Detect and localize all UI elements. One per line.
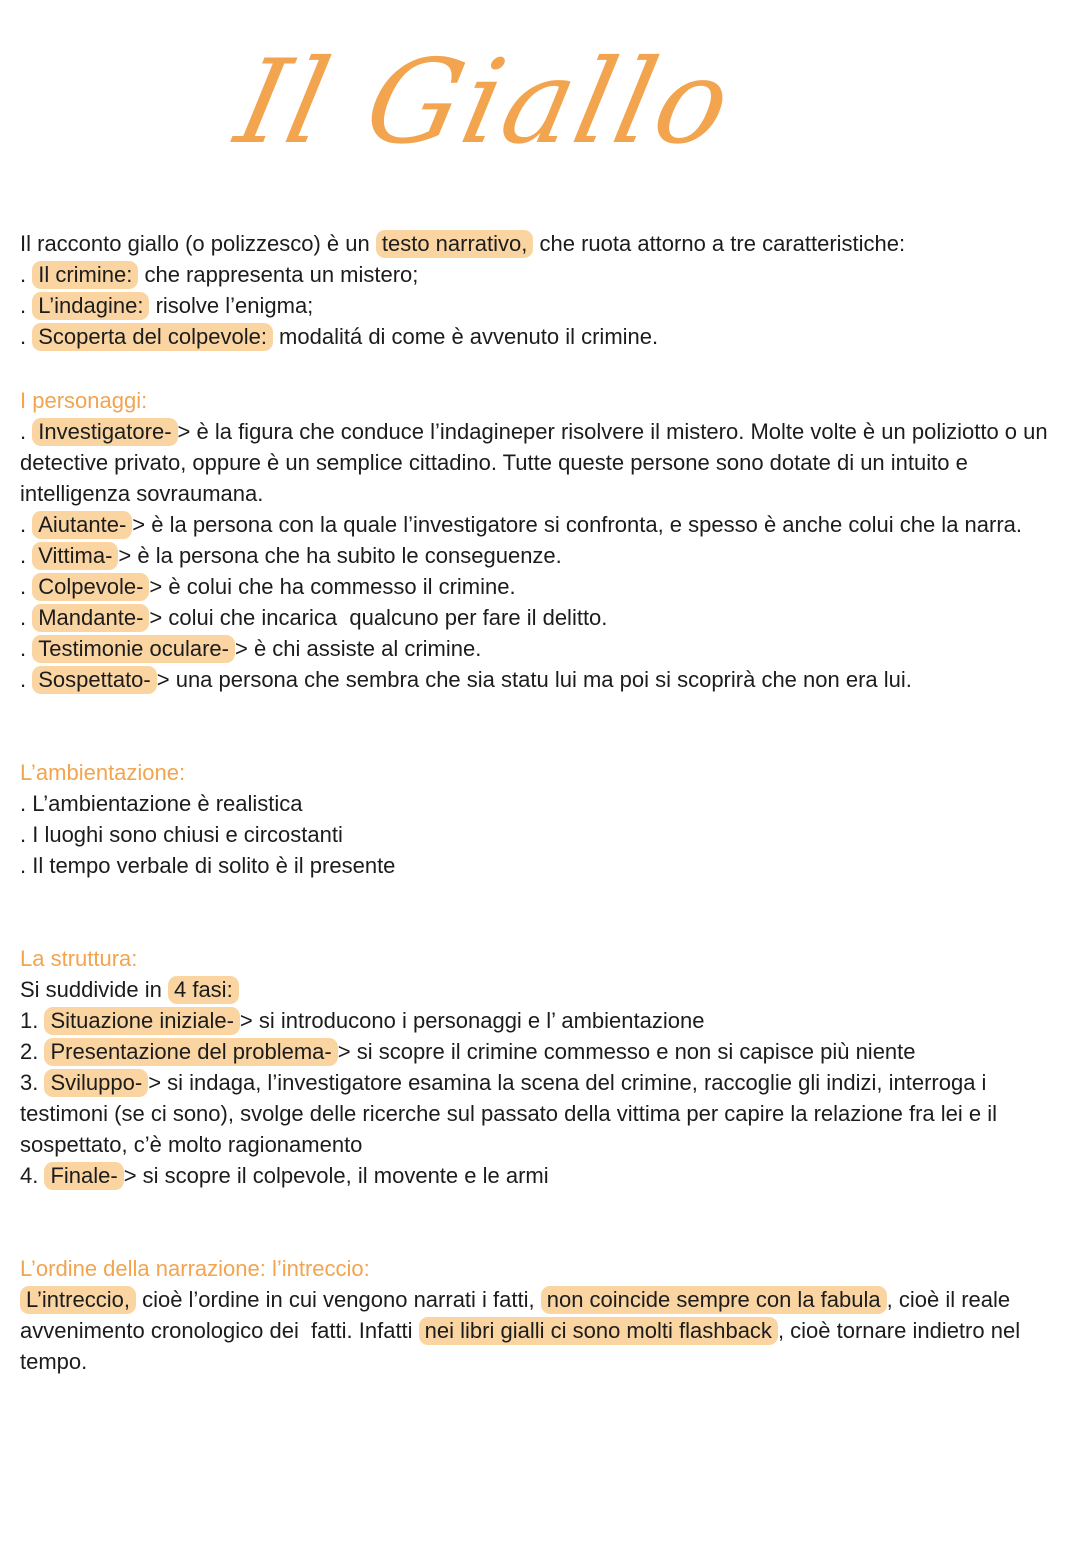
structure-phase-2 — [20, 1036, 1060, 1067]
character-item-testimone — [20, 633, 1060, 664]
text-segment: risolve l’enigma; — [149, 293, 314, 319]
highlighted-term: Scoperta del colpevole: — [32, 323, 273, 351]
notes-page — [0, 22, 1080, 1377]
highlighted-term: Il crimine: — [32, 261, 138, 289]
page-title: Il Giallo — [225, 35, 745, 170]
characters-section — [20, 385, 1060, 695]
text-segment: . — [20, 293, 33, 319]
structure-phase-3 — [20, 1067, 1060, 1160]
text-segment: > si indaga, l’investigatore esamina la scena del crimine, raccoglie gli indizi, interroga i testimoni (se ci sono), svolge delle ricerche sul passato della vittima per capire la relazione fra lei e il sospettato, c’è molto ragionamento — [20, 1070, 1004, 1158]
text-segment: 3. — [20, 1070, 45, 1096]
highlighted-term: Sviluppo- — [44, 1069, 148, 1097]
highlighted-term: Vittima- — [32, 542, 118, 570]
character-item-colpevole — [20, 571, 1060, 602]
text-segment: > una persona che sembra che sia statu lui ma poi si scoprirà che non era lui. — [156, 667, 912, 693]
highlighted-term: 4 fasi: — [168, 976, 239, 1004]
character-item-mandante — [20, 602, 1060, 633]
intro-paragraph — [20, 228, 1060, 259]
setting-item: . I luoghi sono chiusi e circostanti — [20, 822, 343, 848]
text-segment: . — [20, 512, 33, 538]
character-item-aiutante — [20, 509, 1060, 540]
text-segment: . — [20, 419, 33, 445]
bullet-investigation — [20, 290, 1060, 321]
narration-paragraph — [20, 1284, 1060, 1377]
structure-intro — [20, 974, 1060, 1005]
structure-heading: La struttura: — [20, 946, 138, 972]
text-segment: > è la persona che ha subito le conseguenze. — [118, 543, 562, 569]
text-segment: cioè l’ordine in cui vengono narrati i fatti, — [135, 1287, 541, 1313]
text-segment: che ruota attorno a tre caratteristiche: — [533, 231, 906, 257]
highlighted-term: Mandante- — [32, 604, 149, 632]
text-segment: . — [20, 543, 33, 569]
highlighted-term: testo narrativo, — [376, 230, 534, 258]
narration-section — [20, 1253, 1060, 1377]
bullet-discovery — [20, 321, 1060, 352]
text-segment: . — [20, 667, 33, 693]
text-segment: , cioè tornare indietro nel tempo. — [20, 1318, 1027, 1375]
setting-section — [20, 757, 1060, 881]
highlighted-term: L’intreccio, — [20, 1286, 136, 1314]
text-segment: 2. — [20, 1039, 45, 1065]
structure-phase-1 — [20, 1005, 1060, 1036]
setting-heading: L’ambientazione: — [20, 760, 186, 786]
character-item-investigatore — [20, 416, 1060, 509]
text-segment: . — [20, 636, 33, 662]
text-segment: > è colui che ha commesso il crimine. — [149, 574, 516, 600]
text-segment: > è chi assiste al crimine. — [234, 636, 482, 662]
text-segment: 1. — [20, 1008, 45, 1034]
structure-section — [20, 943, 1060, 1191]
text-segment: 4. — [20, 1163, 45, 1189]
character-item-sospettato — [20, 664, 1060, 695]
structure-phase-4 — [20, 1160, 1060, 1191]
highlighted-term: Situazione iniziale- — [44, 1007, 239, 1035]
text-segment: modalitá di come è avvenuto il crimine. — [272, 324, 659, 350]
highlighted-term: non coincide sempre con la fabula — [541, 1286, 887, 1314]
text-segment: . — [20, 324, 33, 350]
text-segment: > si scopre il colpevole, il movente e le armi — [123, 1163, 549, 1189]
text-segment: > è la persona con la quale l’investigatore si confronta, e spesso è anche colui che la narra. — [132, 512, 1023, 538]
highlighted-term: Presentazione del problema- — [44, 1038, 337, 1066]
intro-section — [20, 228, 1060, 352]
highlighted-term: Testimonie oculare- — [32, 635, 235, 663]
characters-heading: I personaggi: — [20, 388, 148, 414]
text-segment: > si introducono i personaggi e l’ ambientazione — [239, 1008, 705, 1034]
highlighted-term: Colpevole- — [32, 573, 149, 601]
text-segment: > colui che incarica qualcuno per fare il delitto. — [149, 605, 608, 631]
setting-item: . L’ambientazione è realistica — [20, 791, 303, 817]
highlighted-term: Investigatore- — [32, 418, 177, 446]
highlighted-term: nei libri gialli ci sono molti flashback — [419, 1317, 778, 1345]
highlighted-term: Finale- — [44, 1162, 123, 1190]
text-segment: . — [20, 605, 33, 631]
highlighted-term: L’indagine: — [32, 292, 149, 320]
setting-item: . Il tempo verbale di solito è il presente — [20, 853, 396, 879]
text-segment: > è la figura che conduce l’indagineper risolvere il mistero. Molte volte è un poliziotto o un detective privato, oppure è un semplice cittadino. Tutte queste persone sono dotate di un intuito e intelligenza sovraumana. — [20, 419, 1054, 507]
highlighted-term: Sospettato- — [32, 666, 157, 694]
highlighted-term: Aiutante- — [32, 511, 132, 539]
text-segment: . — [20, 262, 33, 288]
narration-heading: L’ordine della narrazione: l’intreccio: — [20, 1256, 370, 1282]
text-segment: > si scopre il crimine commesso e non si capisce più niente — [337, 1039, 916, 1065]
text-segment: . — [20, 574, 33, 600]
character-item-vittima — [20, 540, 1060, 571]
bullet-crime — [20, 259, 1060, 290]
text-segment: Il racconto giallo (o polizzesco) è un — [20, 231, 376, 257]
text-segment: Si suddivide in — [20, 977, 168, 1003]
text-segment: , cioè il reale avvenimento cronologico dei fatti. Infatti — [20, 1287, 1017, 1344]
text-segment: che rappresenta un mistero; — [138, 262, 419, 288]
